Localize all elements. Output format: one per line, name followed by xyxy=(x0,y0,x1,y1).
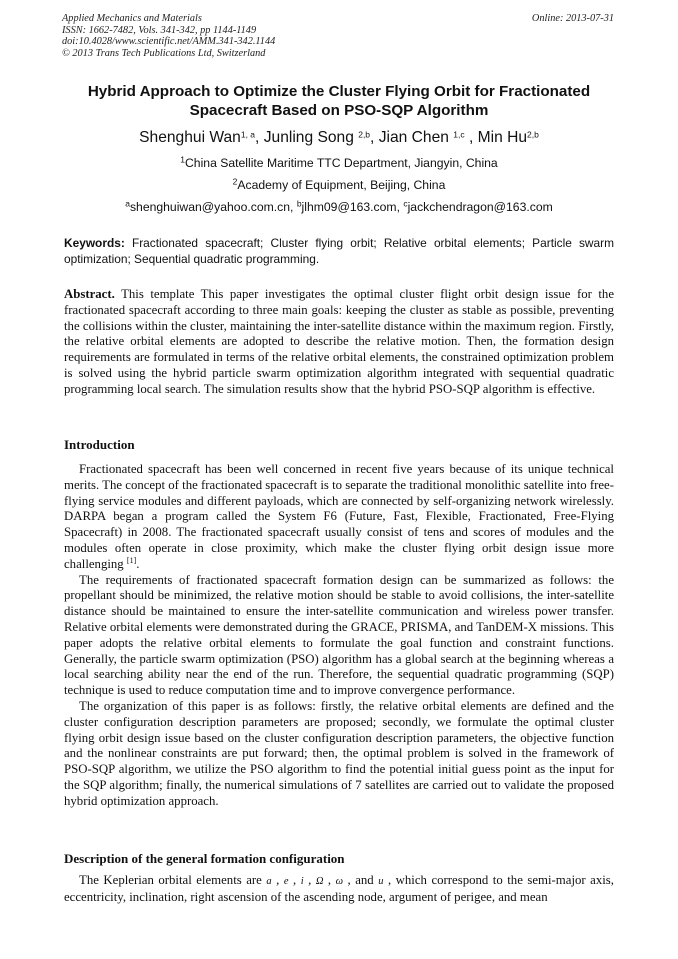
affiliation-text: Academy of Equipment, Beijing, China xyxy=(237,178,446,192)
comma: , xyxy=(323,873,336,887)
author-sup: 1,c xyxy=(453,129,465,140)
conjunction: , and xyxy=(343,873,379,887)
journal-header xyxy=(62,13,275,59)
affiliation-sup: 1 xyxy=(180,154,185,165)
comma: , xyxy=(303,873,316,887)
copyright-line: © 2013 Trans Tech Publications Ltd, Switzerland xyxy=(62,47,266,59)
email-address[interactable]: shenghuiwan@yahoo.com.cn, xyxy=(129,200,297,214)
doi-line: doi:10.4028/www.scientific.net/AMM.341-342.1144 xyxy=(62,36,276,48)
author-list xyxy=(62,129,616,147)
symbol-omega-upper: Ω xyxy=(315,876,324,887)
intro-paragraph-3: The organization of this paper is as follows: firstly, the relative orbital elements are defined and the cluster configuration description parameters are proposed; secondly, we formulate the optimal cluster flying orbit design issue based on the cluster configuration description parameters, the objective function and the nonlinear constraints are put forward; then, the optimal problem is solved in the framework of PSO-SQP algorithm, we utilize the PSO algorithm to find the potential initial guess point as the input for the SQP algorithm; finally, the numerical simulations of 7 satellites are carried out to validate the proposed hybrid optimization approach. xyxy=(64,698,614,808)
author-name: Junling Song xyxy=(263,129,359,146)
email-address[interactable]: jackchendragon@163.com xyxy=(407,200,553,214)
keywords-label: Keywords: xyxy=(64,236,125,250)
symbol-a: a xyxy=(266,876,272,887)
author-name: Min Hu xyxy=(477,129,528,146)
author-name: Jian Chen xyxy=(378,129,454,146)
description-paragraph xyxy=(64,873,614,906)
online-date: Online: 2013-07-31 xyxy=(531,13,614,24)
author-separator: , xyxy=(255,129,264,146)
description-body xyxy=(64,873,614,906)
symbol-e: e xyxy=(283,876,289,887)
affiliation-1 xyxy=(62,156,616,170)
citation-ref[interactable]: [1] xyxy=(126,555,137,565)
affiliation-sup: 2 xyxy=(232,176,238,187)
author-separator: , xyxy=(464,129,478,146)
title-line-2: Spacecraft Based on PSO-SQP Algorithm xyxy=(189,102,489,119)
issn-line: ISSN: 1662-7482, Vols. 341-342, pp 1144-1149 xyxy=(62,24,257,36)
journal-name: Applied Mechanics and Materials xyxy=(62,13,202,24)
title-line-1: Hybrid Approach to Optimize the Cluster Flying Orbit for Fractionated xyxy=(87,83,591,100)
abstract-block xyxy=(64,287,614,398)
abstract-label: Abstract. xyxy=(64,287,115,301)
comma: , xyxy=(288,873,301,887)
email-line xyxy=(62,200,616,214)
paragraph-text: , which correspond to the semi-major axis, eccentricity, inclination, right ascension of the ascending node, argument of perigee, and mean xyxy=(64,873,614,904)
paper-title xyxy=(62,82,616,120)
intro-paragraph-1 xyxy=(64,462,614,573)
description-heading: Description of the general formation configuration xyxy=(64,851,345,866)
symbol-u: u xyxy=(378,876,384,887)
email-sup: c xyxy=(403,198,408,209)
paragraph-text: . xyxy=(136,556,140,571)
intro-paragraph-2: The requirements of fractionated spacecraft formation design can be summarized as follows: the propellant should be minimized, the relative motion should be stable to avoid collisions, the inter-satellite distance should be maintained to ensure the inter-satellite communication and wireless power transfer. Relative orbital elements were demonstrated during the GRACE, PRISMA, and TanDEM-X missions. This paper adopts the relative orbital elements to formulate the goal function and constraint functions. Generally, the particle swarm optimization (PSO) algorithm has a global search at the beginning whereas a local searching ability near the end of the run. Therefore, the sequential quadratic programming (SQP) technique is used to reduce computation time and to improve convergence performance. xyxy=(64,572,614,698)
author-sup: 1, a xyxy=(240,129,256,140)
email-sup: b xyxy=(296,198,302,209)
author-sup: 2,b xyxy=(527,129,539,140)
symbol-omega-lower: ω xyxy=(335,876,344,887)
affiliation-text: China Satellite Maritime TTC Department, Jiangyin, China xyxy=(185,156,498,170)
keywords-text: Fractionated spacecraft; Cluster flying orbit; Relative orbital elements; Particle swarm optimization; Sequential quadratic programming. xyxy=(64,236,614,266)
author-sup: 2,b xyxy=(358,129,371,140)
affiliation-2 xyxy=(62,178,616,192)
introduction-body xyxy=(64,462,614,810)
keywords-block xyxy=(64,235,614,267)
email-address[interactable]: jlhm09@163.com, xyxy=(301,200,404,214)
symbol-i: i xyxy=(300,876,304,887)
introduction-heading: Introduction xyxy=(64,437,135,452)
email-sup: a xyxy=(125,198,130,209)
comma: , xyxy=(271,873,284,887)
paragraph-text: Fractionated spacecraft has been well concerned in recent five years because of its unique technical merits. The concept of the fractionated spacecraft is to separate the traditional monolithic satellite into free-flying service modules and different payloads, which are connected by self-organizing network wirelessly. DARPA began a program called the System F6 (Future, Fast, Flexible, Fractionated, Free-Flying Spacecraft) in 2008. The fractionated spacecraft usually consist of tens and scores of modules and the modules often operate in close proximity, which make the cluster flying orbit design issue more challenging xyxy=(64,462,614,571)
paragraph-text: The Keplerian orbital elements are xyxy=(79,873,267,887)
author-separator: , xyxy=(370,129,379,146)
author-name: Shenghui Wan xyxy=(139,129,241,146)
abstract-text: This template This paper investigates the optimal cluster flight orbit design issue for the fractionated spacecraft according to three main goals: keeping the cluster as stable as possible, preventing the collisions within the cluster, maintaining the inter-satellite distance within the maximum region. Firstly, the relative orbital elements are adopted to describe the relative motion. Then, the formation design requirements are formulated in terms of the relative orbital elements, the constrained optimization problem is solved using the hybrid particle swarm optimization algorithm integrated with sequential quadratic programming local search. The simulation results show that the hybrid PSO-SQP algorithm is effective. xyxy=(64,287,614,396)
